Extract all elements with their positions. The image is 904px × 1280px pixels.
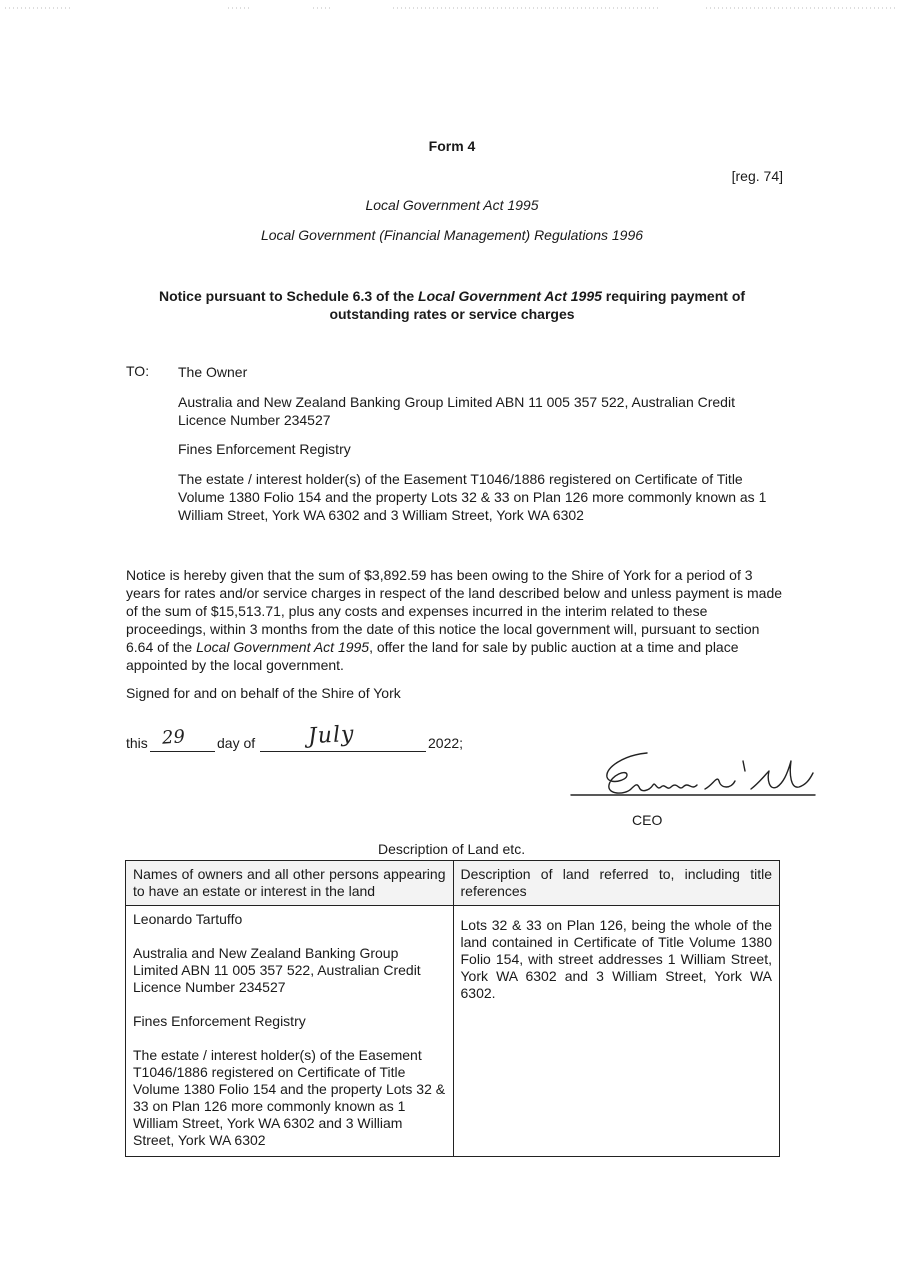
day-underline (150, 751, 215, 752)
day-of-label: day of (217, 735, 256, 751)
recipient-estate-holders: The estate / interest holder(s) of the Easement T1046/1886 registered on Certificate of Title Volume 1380 Folio 154 and the property Lots 32 & 33 on Plan 126 more commonly known as 1 William Street, York WA 6302 and 3 William Street, York WA 6302 (178, 471, 767, 523)
owners-cell (126, 906, 454, 1157)
date-this-label: this (126, 735, 148, 751)
act-title: Local Government Act 1995 (365, 197, 539, 213)
form-title: Form 4 (428, 138, 476, 154)
regulations-title: Local Government (Financial Management) Regulations 1996 (260, 227, 644, 243)
date-line (126, 721, 486, 765)
land-description: Lots 32 & 33 on Plan 126, being the whole of the land contained in Certificate of Title Volume 1380 Folio 154, with street addresses 1 William Street, York WA 6302 and 3 William Street, York WA 6302. (460, 917, 772, 1001)
to-label: TO: (126, 363, 150, 379)
header-owners-text: Names of owners and all other persons appearing to have an estate or interest in the land (133, 866, 446, 899)
notice-title-part2: requiring payment of (601, 288, 746, 304)
recipient-owner: The Owner (178, 364, 248, 380)
table-row (126, 906, 780, 1157)
description-cell (453, 906, 780, 1157)
land-description-table (125, 860, 780, 1157)
month-handwritten: July (307, 721, 356, 750)
owner-name: Leonardo Tartuffo (133, 911, 243, 927)
table-header-row (126, 861, 780, 906)
recipient-bank: Australia and New Zealand Banking Group Limited ABN 11 005 357 522, Australian Credit Licence Number 234527 (178, 394, 735, 428)
owner-bank: Australia and New Zealand Banking Group Limited ABN 11 005 357 522, Australian Credit Licence Number 234527 (133, 945, 421, 995)
regulation-reference: [reg. 74] (731, 168, 783, 184)
notice-title-part1: Notice pursuant to Schedule 6.3 of the (158, 288, 419, 304)
notice-body-part2: , offer the land for sale by public auction at a time and place appointed by the local government. (126, 639, 739, 673)
notice-body (126, 566, 783, 674)
scan-artifact-dots (0, 4, 904, 12)
owner-estate-holders: The estate / interest holder(s) of the Easement T1046/1886 registered on Certificate of Title Volume 1380 Folio 154 and the property Lots 32 & 33 on Plan 126 more commonly known as 1 William Street, York WA 6302 and 3 William Street, York WA 6302 (133, 1047, 446, 1148)
signature-scribble (565, 745, 830, 807)
notice-title-line2: outstanding rates or service charges (329, 306, 575, 322)
header-description (453, 861, 780, 906)
owner-fines-registry: Fines Enforcement Registry (133, 1013, 306, 1029)
header-owners (126, 861, 454, 906)
day-handwritten: 29 (161, 726, 186, 749)
notice-body-part1: Notice is hereby given that the sum of $3,892.59 has been owing to the Shire of York for a period of 3 years for rates and/or service charges in respect of the land described below and unless payment is made of the sum of $15,513.71, plus any costs and expenses incurred in the interim related to these proceedings, within 3 months from the date of this notice the local government will, pursuant to section 6.64 of the (126, 567, 783, 655)
signature-role: CEO (632, 812, 663, 828)
month-underline (260, 751, 426, 752)
date-year: 2022; (428, 735, 464, 751)
notice-title-act: Local Government Act 1995 (418, 288, 602, 304)
recipient-fines-registry: Fines Enforcement Registry (178, 441, 351, 457)
header-description-text: Description of land referred to, including title references (460, 866, 772, 899)
notice-body-act: Local Government Act 1995 (196, 639, 370, 655)
signed-line: Signed for and on behalf of the Shire of York (126, 685, 401, 701)
land-table-caption: Description of Land etc. (378, 841, 526, 857)
notice-title (0, 287, 904, 323)
